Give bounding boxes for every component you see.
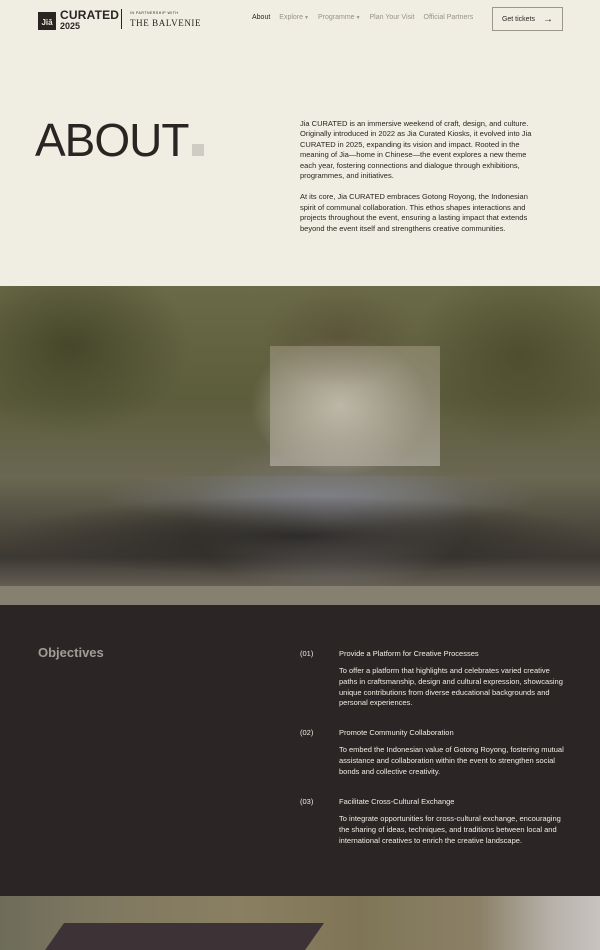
nav-programme[interactable] — [318, 14, 361, 21]
objective-heading: Provide a Platform for Creative Processes — [339, 649, 479, 658]
objective-heading: Facilitate Cross-Cultural Exchange — [339, 797, 455, 806]
objectives-title: Objectives — [38, 645, 104, 660]
chevron-down-icon: ▼ — [355, 15, 361, 21]
about-description — [300, 119, 540, 234]
get-tickets-label: Get tickets — [501, 15, 536, 23]
logo-mark: Jiā — [38, 12, 56, 30]
objective-number: (02) — [300, 728, 314, 737]
relief-carving-photo — [0, 896, 600, 950]
page-title: ABOUT — [35, 114, 189, 166]
nav-about-label: About — [252, 14, 271, 21]
objective-number: (01) — [300, 649, 314, 658]
objective-number: (03) — [300, 797, 314, 806]
objective-description: To integrate opportunities for cross-cultural exchange, encouraging the sharing of ideas, techniques, and traditions between local and international creatives to enrich the creative landscape. — [339, 814, 561, 845]
partner-name: THE BALVENIE — [130, 18, 202, 28]
nav-about[interactable] — [252, 14, 270, 21]
nav-programme-label: Programme — [317, 14, 355, 21]
get-tickets-button[interactable] — [492, 7, 563, 31]
nav-plan-label: Plan Your Visit — [369, 14, 415, 21]
objective-description: To embed the Indonesian value of Gotong Royong, fostering mutual assistance and collaboration within the event to strengthen social bonds and collective creativity. — [339, 745, 564, 776]
event-photo — [0, 286, 600, 605]
objectives-section — [0, 605, 600, 896]
about-paragraph: At its core, Jia CURATED embraces Gotong Royong, the Indonesian spirit of communal collaboration. This ethos shapes interactions and projects throughout the event, ensuring a lasting impact that extends beyond the event itself and strengthens creative communities. — [300, 192, 528, 233]
chevron-down-icon: ▼ — [304, 15, 309, 21]
nav-partners-label: Official Partners — [423, 14, 474, 21]
objective-description: To offer a platform that highlights and celebrates varied creative paths in craftsmanship, design and cultural expression, showcasing unique contributions from diverse educational backgrounds and personal experiences. — [339, 666, 563, 708]
objective-heading: Promote Community Collaboration — [339, 728, 454, 737]
arrow-right-icon: → — [543, 13, 554, 25]
logo-year: 2025 — [60, 21, 81, 31]
about-paragraph: Jia CURATED is an immersive weekend of craft, design, and culture. Originally introduced in 2022 as Jia Curated Kiosks, it evolved into Jia CURATED in 2025, expanding its vision and impact. Rooted in the meaning of Jia—home in Chinese—the event explores a new theme each year, fostering connections and dialogue through exhibitions, programmes, and initiatives. — [300, 119, 532, 181]
photo-crowd — [0, 476, 600, 586]
decorative-square — [192, 144, 204, 156]
logo-divider — [121, 9, 122, 29]
site-header — [0, 0, 600, 38]
photo-steps — [0, 586, 600, 605]
photo-shadow — [36, 923, 324, 950]
nav-explore-label: Explore — [279, 14, 304, 21]
partner-label: IN PARTNERSHIP WITH — [130, 11, 179, 15]
partner-logo[interactable] — [130, 11, 201, 28]
main-nav — [252, 14, 473, 21]
logo[interactable] — [38, 10, 119, 31]
nav-explore[interactable] — [279, 14, 309, 21]
photo-building — [270, 346, 440, 466]
nav-plan-your-visit[interactable] — [370, 14, 415, 21]
nav-official-partners[interactable] — [424, 14, 474, 21]
logo-name: CURATED — [60, 8, 120, 22]
